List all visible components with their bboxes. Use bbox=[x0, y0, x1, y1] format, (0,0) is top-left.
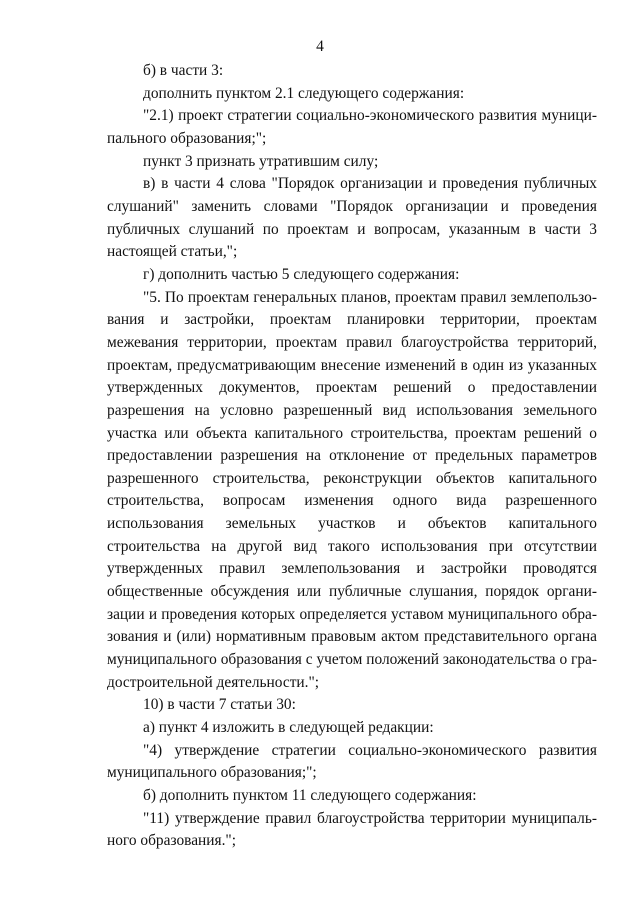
paragraph-item-3-invalid: пункт 3 признать утратившим силу; bbox=[143, 152, 379, 170]
paragraph-part-4-replace: в) в части 4 слова "Порядок организации и проведения публичных слушаний" заменить словами "Порядок организации и проведения публичных слушаний по проектам и вопросам, указанным в части 3 настоящей статьи,"; bbox=[107, 175, 597, 261]
page-number: 4 bbox=[316, 38, 324, 55]
document-body bbox=[107, 60, 597, 853]
paragraph-item-4-text: "4) утверждение стратегии социально-экономического развития муниципального образования;"; bbox=[107, 741, 597, 782]
paragraph-part-3-heading: б) в части 3: bbox=[143, 62, 224, 79]
paragraph-item-4-new-wording: а) пункт 4 изложить в следующей редакции: bbox=[143, 719, 434, 737]
paragraph-article-30-heading: 10) в части 7 статьи 30: bbox=[143, 696, 296, 714]
paragraph-add-item-11: б) дополнить пунктом 11 следующего содержания: bbox=[143, 787, 477, 804]
paragraph-item-2-1-text: "2.1) проект стратегии социально-экономического развития муниципального образования;"; bbox=[107, 107, 597, 147]
paragraph-add-item-2-1: дополнить пунктом 2.1 следующего содержания: bbox=[143, 84, 465, 102]
paragraph-add-part-5: г) дополнить частью 5 следующего содержания: bbox=[143, 265, 460, 283]
paragraph-item-11-text: "11) утверждение правил благоустройства территории муниципального образования."; bbox=[107, 809, 597, 850]
paragraph-part-5-text: "5. По проектам генеральных планов, проектам правил землепользования и застройки, проектам планировки территории, проектам межевания территории, проектам правил благоустройства территорий, проектам, предусматривающим внесение изменений в один из указанных утвержденных документов, проектам решений о предоставлении разрешения на условно разрешенный вид использования земельного участка или объекта капитального строительства, проектам решений о предоставлении разрешения на отклонение от предельных параметров разрешенного строительства, реконструкции объектов капитального строительства, вопросам изменения одного вида разрешенного использования земельных участков и объектов капитального строительства на другой вид такого использования при отсутствии утвержденных правил землепользования и застройки проводятся общественные обсуждения или публичные слушания, порядок организации и проведения которых определяется уставом муниципального образования и (или) нормативным правовым актом представительного органа муниципального образования с учетом положений законодательства о градостроительной деятельности."; bbox=[107, 288, 597, 691]
